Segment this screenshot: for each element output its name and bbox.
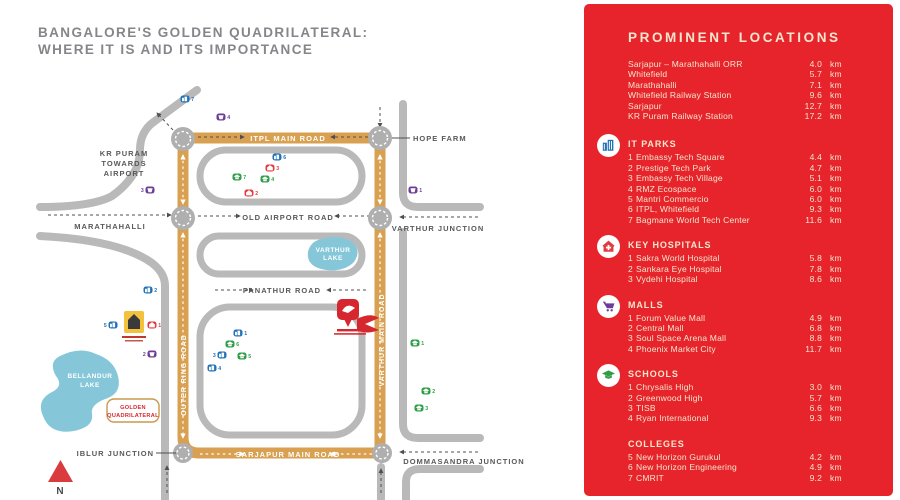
item-number: 6: [628, 204, 633, 215]
item-unit: km: [830, 100, 842, 111]
marker-number: 3: [212, 353, 216, 359]
item-distance: 3.0: [809, 382, 822, 393]
marker-number: 2: [255, 191, 259, 197]
item-name: Sarjapur – Marathahalli ORR: [628, 59, 743, 69]
item-unit: km: [830, 173, 842, 184]
dommasandra-junction-label: DOMMASANDRA JUNCTION: [403, 457, 525, 466]
item-name: Forum Value Mall: [636, 312, 706, 323]
item-distance: 5.7: [809, 392, 822, 403]
item-name: New Horizon Engineering: [636, 462, 737, 473]
section-title: COLLEGES: [628, 438, 685, 449]
map-marker-school-4: [261, 176, 275, 184]
map-marker-hospital-2: [245, 190, 259, 198]
item-unit: km: [830, 79, 842, 90]
item-number: 6: [628, 462, 633, 473]
item-unit: km: [830, 382, 842, 393]
item-name: Chrysalis High: [636, 382, 694, 393]
list-item: [628, 163, 845, 173]
varthur-junction-label: VARTHUR JUNCTION: [391, 224, 485, 233]
item-name: KR Puram Railway Station: [628, 111, 733, 122]
item-number: 3: [628, 274, 633, 285]
item-unit: km: [830, 312, 842, 323]
item-number: 3: [628, 402, 633, 413]
item-distance: 9.3: [809, 413, 822, 424]
item-name: Ryan International: [636, 413, 709, 424]
item-name: Soul Space Arena Mall: [636, 333, 727, 344]
map-marker-it-park-2: [144, 287, 158, 295]
list-item: [628, 173, 845, 183]
item-name: Embassy Tech Square: [636, 152, 725, 163]
map-marker-mall-1: [409, 187, 423, 195]
golden-quadrilateral-badge: [107, 399, 159, 422]
item-name: CMRIT: [636, 472, 664, 483]
map-marker-school-1: [411, 340, 425, 348]
item-number: 3: [628, 333, 633, 344]
sarjapur-main-road-label: SARJAPUR MAIN ROAD: [235, 450, 341, 459]
prominent-locations-list: [628, 59, 845, 121]
item-number: 4: [628, 183, 633, 194]
item-number: 5: [628, 451, 633, 462]
item-number: 1: [628, 382, 633, 393]
item-distance: 6.0: [809, 183, 822, 194]
itpl-main-road-label: ITPL MAIN ROAD: [250, 134, 326, 143]
map-marker-it-park-7: [181, 96, 195, 104]
item-number: 2: [628, 322, 633, 333]
item-distance: 7.8: [809, 263, 822, 274]
item-name: Sakra World Hospital: [636, 253, 720, 264]
map-marker-it-park-1: [234, 330, 248, 338]
item-name: Vydehi Hospital: [636, 274, 698, 285]
outer-ring-road-label: OUTER RING ROAD: [181, 334, 188, 416]
north-compass: [48, 460, 73, 497]
list-item: [628, 184, 845, 194]
marker-number: 6: [283, 155, 287, 161]
project-location-pin-logo: [334, 299, 379, 335]
item-unit: km: [830, 152, 842, 163]
map-marker-hospital-3: [266, 165, 280, 173]
list-item: [628, 59, 845, 69]
list-item: [628, 101, 845, 111]
golden-quad-label-1: GOLDEN: [120, 405, 146, 411]
panathur-road-label: PANATHUR ROAD: [242, 286, 322, 295]
item-distance: 8.8: [809, 333, 822, 344]
map-marker-mall-3: [141, 187, 155, 195]
item-unit: km: [830, 472, 842, 483]
kr-puram-label-1: KR PURAM: [99, 149, 149, 158]
map-marker-it-park-4: [208, 365, 222, 373]
golden-quadrilateral-roads: [183, 138, 382, 453]
list-item: [628, 80, 845, 90]
item-name: Prestige Tech Park: [636, 162, 711, 173]
list-item: [628, 462, 845, 472]
item-number: 1: [628, 152, 633, 163]
list-item: [628, 264, 845, 274]
item-unit: km: [830, 333, 842, 344]
golden-quad-label-2: QUADRILATERAL: [107, 413, 159, 419]
marker-number: 1: [419, 188, 423, 194]
list-item: [628, 323, 845, 333]
list-item: [628, 393, 845, 403]
item-name: Mantri Commercio: [636, 194, 709, 205]
page-title-line1: BANGALORE'S GOLDEN QUADRILATERAL:: [38, 25, 369, 40]
bellandur-lake: [41, 350, 119, 431]
list-item: [628, 194, 845, 204]
list-item: [628, 413, 845, 423]
list-item: [628, 90, 845, 100]
item-number: 2: [628, 263, 633, 274]
item-unit: km: [830, 462, 842, 473]
north-label: N: [56, 486, 64, 497]
item-unit: km: [830, 274, 842, 285]
marker-number: 5: [248, 354, 252, 360]
item-distance: 4.7: [809, 162, 822, 173]
item-distance: 6.8: [809, 322, 822, 333]
varthur-main-road-label: VARTHUR MAIN ROAD: [379, 293, 386, 387]
item-unit: km: [830, 162, 842, 173]
item-number: 1: [628, 312, 633, 323]
item-name: Bagmane World Tech Center: [636, 214, 750, 225]
item-name: Phoenix Market City: [636, 343, 716, 354]
grad-cap-icon: [597, 364, 620, 387]
map-marker-school-5: [238, 353, 252, 361]
item-name: Whitefield Railway Station: [628, 90, 732, 101]
panel-title: PROMINENT LOCATIONS: [628, 30, 841, 45]
item-distance: 4.2: [809, 451, 822, 462]
map-marker-mall-4: [217, 114, 231, 122]
map-marker-school-2: [422, 388, 436, 396]
item-unit: km: [830, 111, 842, 122]
page-title-line2: WHERE IT IS AND ITS IMPORTANCE: [38, 42, 314, 57]
iblur-junction-label: IBLUR JUNCTION: [76, 449, 154, 458]
varthur-lake-label-1: VARTHUR: [315, 247, 351, 254]
panel-section-key-hospitals: [628, 240, 845, 284]
item-name: Embassy Tech Village: [636, 173, 723, 184]
list-item: [628, 382, 845, 392]
builder-logo-badge: [122, 311, 146, 342]
map-marker-it-park-3: [213, 352, 227, 360]
item-name: TISB: [636, 402, 656, 413]
marker-number: 4: [227, 115, 231, 121]
item-name: RMZ Ecospace: [636, 183, 697, 194]
item-distance: 9.6: [809, 90, 822, 101]
map-marker-it-park-5: [104, 322, 118, 330]
panel-sections: [628, 139, 845, 483]
item-unit: km: [830, 214, 842, 225]
marker-number: 6: [236, 342, 240, 348]
marker-number: 2: [432, 389, 436, 395]
item-distance: 4.0: [809, 59, 822, 69]
marker-number: 2: [142, 352, 146, 358]
item-unit: km: [830, 183, 842, 194]
old-airport-road-label: OLD AIRPORT ROAD: [242, 213, 334, 222]
marker-number: 7: [243, 175, 247, 181]
marker-number: 1: [421, 341, 425, 347]
locations-panel: [584, 4, 893, 496]
item-name: Marathahalli: [628, 79, 677, 90]
item-unit: km: [830, 451, 842, 462]
map-marker-it-park-6: [273, 154, 287, 162]
item-unit: km: [830, 343, 842, 354]
item-distance: 12.7: [804, 100, 822, 111]
list-item: [628, 344, 845, 354]
item-unit: km: [830, 59, 842, 69]
item-name: Central Mall: [636, 322, 684, 333]
item-name: Sankara Eye Hospital: [636, 263, 722, 274]
item-distance: 5.1: [809, 173, 822, 184]
item-distance: 4.9: [809, 462, 822, 473]
item-unit: km: [830, 204, 842, 215]
item-number: 7: [628, 214, 633, 225]
item-distance: 11.6: [805, 214, 822, 225]
item-unit: km: [830, 263, 842, 274]
item-name: New Horizon Gurukul: [636, 451, 721, 462]
item-distance: 7.1: [809, 79, 822, 90]
item-unit: km: [830, 392, 842, 403]
hospital-icon: [597, 235, 620, 258]
item-distance: 4.4: [809, 152, 822, 163]
list-item: [628, 274, 845, 284]
item-number: 4: [628, 413, 633, 424]
marathahalli-label: MARATHAHALLI: [74, 222, 146, 231]
panel-section-schools: [628, 369, 845, 424]
list-item: [628, 333, 845, 343]
item-number: 4: [628, 343, 633, 354]
item-distance: 6.0: [809, 194, 822, 205]
item-unit: km: [830, 322, 842, 333]
kr-puram-label-2: TOWARDS: [101, 159, 147, 168]
item-distance: 5.7: [809, 69, 822, 80]
map-marker-mall-2: [143, 351, 157, 359]
section-title: KEY HOSPITALS: [628, 240, 712, 251]
section-title: MALLS: [628, 299, 664, 310]
item-distance: 5.8: [809, 253, 822, 264]
item-number: 5: [628, 194, 633, 205]
item-distance: 11.7: [805, 343, 822, 354]
item-distance: 4.9: [809, 312, 822, 323]
marker-number: 3: [140, 188, 144, 194]
map-marker-school-3: [415, 405, 429, 413]
bellandur-lake-label-1: BELLANDUR: [67, 373, 113, 380]
map-marker-school-6: [226, 341, 240, 349]
marker-number: 4: [271, 177, 275, 183]
map-marker-hospital-1: [148, 322, 162, 330]
section-title: SCHOOLS: [628, 369, 679, 380]
item-unit: km: [830, 402, 842, 413]
item-number: 1: [628, 253, 633, 264]
item-name: ITPL, Whitefield: [636, 204, 700, 215]
panel-section-colleges: [628, 439, 845, 483]
item-unit: km: [830, 90, 842, 101]
panel-section-malls: [628, 300, 845, 355]
item-distance: 6.6: [809, 402, 822, 413]
list-item: [628, 452, 845, 462]
map-marker-school-7: [233, 174, 247, 182]
cart-icon: [597, 295, 620, 318]
list-item: [628, 403, 845, 413]
list-item: [628, 204, 845, 214]
section-title: IT PARKS: [628, 139, 677, 150]
list-item: [628, 215, 845, 225]
item-number: 7: [628, 472, 633, 483]
item-number: 3: [628, 173, 633, 184]
north-arrow-icon: [48, 460, 73, 482]
marker-number: 5: [103, 323, 107, 329]
item-distance: 9.3: [809, 204, 822, 215]
list-item: [628, 253, 845, 263]
list-item: [628, 111, 845, 121]
item-unit: km: [830, 194, 842, 205]
item-distance: 8.6: [809, 274, 822, 285]
item-unit: km: [830, 69, 842, 80]
marker-number: 1: [158, 323, 162, 329]
marker-number: 3: [425, 406, 429, 412]
item-unit: km: [830, 253, 842, 264]
item-name: Greenwood High: [636, 392, 703, 403]
list-item: [628, 69, 845, 79]
bellandur-lake-label-2: LAKE: [80, 382, 100, 389]
item-distance: 9.2: [809, 472, 822, 483]
buildings-icon: [597, 134, 620, 157]
item-name: Whitefield: [628, 69, 668, 80]
hope-farm-label: HOPE FARM: [413, 134, 467, 143]
list-item: [628, 473, 845, 483]
marker-number: 1: [244, 331, 248, 337]
item-distance: 17.2: [804, 111, 822, 122]
marker-number: 3: [276, 166, 280, 172]
marker-number: 2: [154, 288, 158, 294]
item-name: Sarjapur: [628, 100, 662, 111]
marker-number: 7: [191, 97, 195, 103]
list-item: [628, 313, 845, 323]
item-number: 2: [628, 162, 633, 173]
list-item: [628, 152, 845, 162]
panel-section-it-parks: [628, 139, 845, 225]
kr-puram-label-3: AIRPORT: [103, 169, 145, 178]
item-number: 2: [628, 392, 633, 403]
varthur-lake-label-2: LAKE: [323, 255, 343, 262]
item-unit: km: [830, 413, 842, 424]
marker-number: 4: [218, 366, 222, 372]
